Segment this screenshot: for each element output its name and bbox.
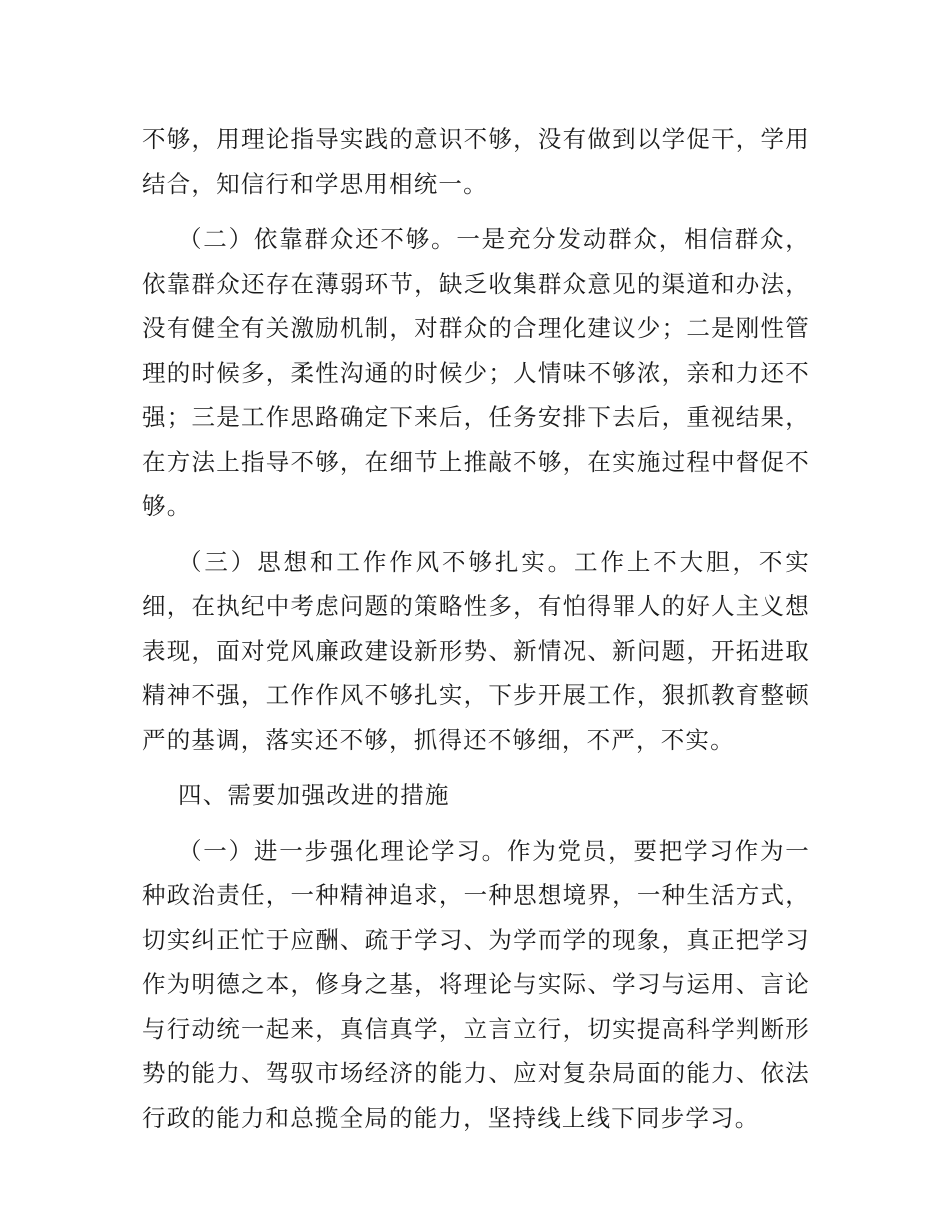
section-heading-improvement-measures: 四、需要加强改进的措施 bbox=[178, 781, 450, 809]
paragraph-continuation: 不够，用理论指导实践的意识不够，没有做到以学促干，学用结合，知信行和学思用相统一。 bbox=[142, 125, 810, 198]
paragraph-theory-study: （一）进一步强化理论学习。作为党员，要把学习作为一种政治责任，一种精神追求，一种思想境界，一种生活方式，切实纠正忙于应酬、疏于学习、为学而学的现象，真正把学习作为明德之本，修身之基，将理论与实际、学习与运用、言论与行动统一起来，真信真学，立言立行，切实提高科学判断形势的能力、驾驭市场经济的能力、应对复杂局面的能力、依法行政的能力和总揽全局的能力，坚持线上线下同步学习。 bbox=[142, 836, 810, 1132]
paragraph-work-style: （三）思想和工作作风不够扎实。工作上不大胆，不实细，在执纪中考虑问题的策略性多，有怕得罪人的好人主义想表现，面对党风廉政建设新形势、新情况、新问题，开拓进取精神不强，工作作风不够扎实，下步开展工作，狠抓教育整顿严的基调，落实还不够，抓得还不够细，不严，不实。 bbox=[142, 547, 810, 754]
document-body bbox=[142, 117, 810, 1140]
paragraph-mass-reliance: （二）依靠群众还不够。一是充分发动群众，相信群众，依靠群众还存在薄弱环节，缺乏收集群众意见的渠道和办法，没有健全有关激励机制，对群众的合理化建议少；二是刚性管理的时候多，柔性沟通的时候少；人情味不够浓，亲和力还不强；三是工作思路确定下来后，任务安排下去后，重视结果，在方法上指导不够，在细节上推敲不够，在实施过程中督促不够。 bbox=[142, 225, 810, 520]
